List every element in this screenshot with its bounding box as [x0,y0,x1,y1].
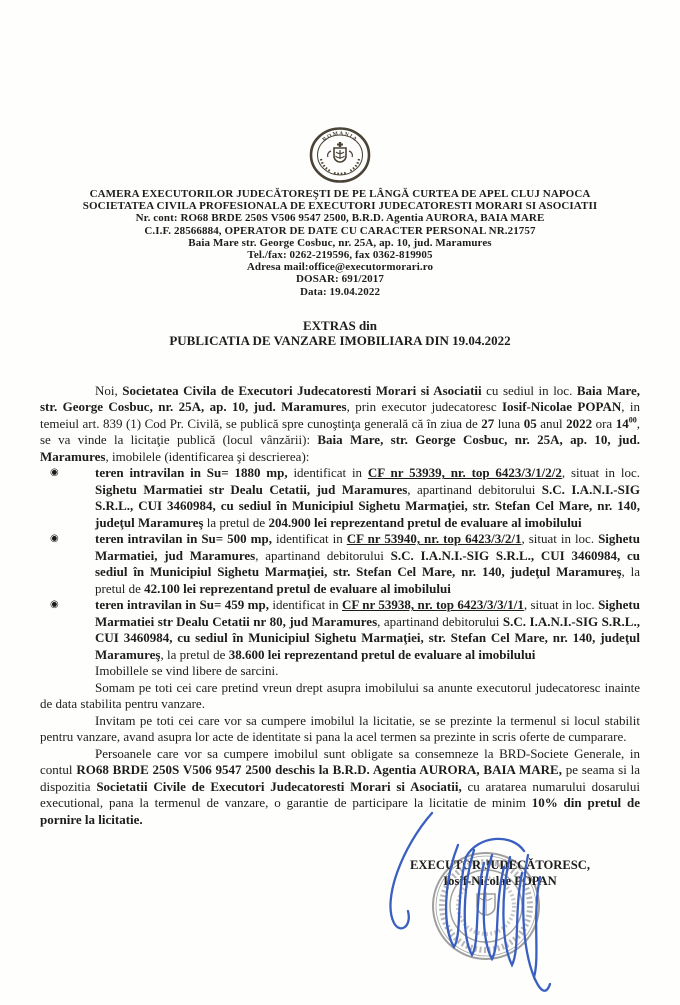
property-item-text: teren intravilan in Su= 500 mp, identificat in CF nr 53940, nr. top 6423/3/2/1, situat in loc. Sighetu Marmatiei, jud Maramures, apartinand debitorului S.C. I.A.N.I.-SIG S.R.L., CUI 3460984, cu sediul în Municipiul Sighetu Marmaţiei, str. Stefan Cel Mare, nr. 140, judeţul Maramureş, la pretul de 42.100 lei reprezentand pretul de evaluare al imobilului [95,531,640,596]
document-body [40,383,640,829]
signature-block [360,805,640,1005]
document-title [40,318,640,349]
list-item [40,531,640,597]
property-item-text: teren intravilan in Su= 1880 mp, identificat in CF nr 53939, nr. top 6423/3/1/2/2, situat in loc. Sighetu Marmatiei str Dealu Cetatii, jud Maramures, apartinand debitorului S.C. I.A.N.I.-SIG S.R.L., CUI 3460984, cu sediul în Municipiul Sighetu Marmaţiei, str. Stefan Cel Mare, nr. 140, judeţul Maramureş la pretul de 204.900 lei reprezentand pretul de evaluare al imobilului [95,465,640,530]
deposit-paragraph: Persoanele care vor sa cumpere imobilul sunt obligate sa consemneze la BRD-Societe Generale, in contul RO68 BRDE 250S V506 9547 2500 deschis la B.R.D. Agentia AURORA, BAIA MARE, pe seama si la dispozitia Societatii Civile de Executori Judecatoresti Morari si Asociatii, cu aratarea numarului dosarului executional, pana la termenul de vanzare, o garantie de participare la licitatie de minim 10% din pretul de pornire la licitatie. [40,745,641,827]
romania-seal-icon [308,126,372,184]
property-list [40,465,640,663]
property-item-text: teren intravilan in Su= 459 mp, identificat in CF nr 53938, nr. top 6423/3/3/1/1, situat in loc. Sighetu Marmatiei str Dealu Cetatii nr 80, jud Maramures, apartinand debitorului S.C. I.A.N.I.-SIG S.R.L., CUI 3460984, cu sediul în Municipiul Sighetu Marmaţiei, str. Stefan Cel Mare, nr. 140, judeţul Maramureş, la pretul de 38.600 lei reprezentand pretul de evaluare al imobilului [95,597,640,662]
title-line-2: PUBLICATIA DE VANZARE IMOBILIARA DIN 19.04.2022 [169,333,511,349]
letterhead-cif-line: C.I.F. 28566884, OPERATOR DE DATE CU CARACTER PERSONAL NR.21757 [144,224,536,237]
bullet-icon: ◉ [50,467,59,479]
signatory-role: EXECUTOR JUDECĂTORESC, [409,858,591,872]
bullet-icon: ◉ [50,599,59,611]
bullet-icon: ◉ [50,533,59,545]
letterhead-line: CAMERA EXECUTORILOR JUDECĂTOREŞTI DE PE LÂNGĂ CURTEA DE APEL CLUJ NAPOCA [89,188,591,200]
letterhead-phone-line: Tel./fax: 0262-219596, fax 0362-819905 [247,249,433,262]
letterhead-account-line: Nr. cont: RO68 BRDE 250S V506 9547 2500, B.R.D. Agentia AURORA, BAIA MARE [135,212,545,225]
emblem-row [40,126,640,184]
seal-caption: ROMANIA [321,130,359,144]
dossier-number: DOSAR: 691/2017 [296,273,384,286]
signatory-name: Iosif-Nicolae POPAN [443,874,557,888]
letterhead [40,188,640,298]
letterhead-address-line: Baia Mare str. George Cosbuc, nr. 25A, ap. 10, jud. Maramures [188,236,492,249]
free-of-charges-line: Imobillele se vind libere de sarcini. [95,663,279,679]
title-line-1: EXTRAS din [302,317,378,333]
summons-paragraph: Somam pe toti cei care pretind vreun drept asupra imobilului sa anunte executorul judecatoresc inainte de data stabilita pentru vanzare. [40,679,640,712]
list-item [40,465,640,531]
invitation-paragraph: Invitam pe toti cei care vor sa cumpere imobilul la licitatie, se se prezinte la termenul si locul stabilit pentru vanzare, avand asupra lor acte de identitate si pana la acel termen sa prezinte in scris oferte de cumparare. [40,712,640,745]
document-date: Data: 19.04.2022 [299,285,381,298]
list-item [40,597,640,663]
intro-paragraph: Noi, Societatea Civila de Executori Judecatoresti Morari si Asociatii cu sediul in loc. Baia Mare, str. George Cosbuc, nr. 25A, ap. 10, jud. Maramures, prin executor judecatoresc Iosif-Nicolae POPAN, in temeiul art. 839 (1) Cod Pr. Civilă, se publică spre cunoştinţa generală că în ziua de 27 luna 05 anul 2022 ora $14^{00}$, se va vinde la licitaţie publică (locul vânzării): Baia Mare, str. George Cosbuc, nr. 25A, ap. 10, jud. Maramures, imobilele (identificarea şi descrierea): [40,382,641,464]
handwritten-signature [360,805,640,1005]
letterhead-email-line: Adresa mail:office@executormorari.ro [246,261,434,274]
letterhead-line: SOCIETATEA CIVILA PROFESIONALA DE EXECUTORI JUDECATORESTI MORARI SI ASOCIATII [82,200,598,213]
svg-text:ROMANIA [322,131,359,143]
